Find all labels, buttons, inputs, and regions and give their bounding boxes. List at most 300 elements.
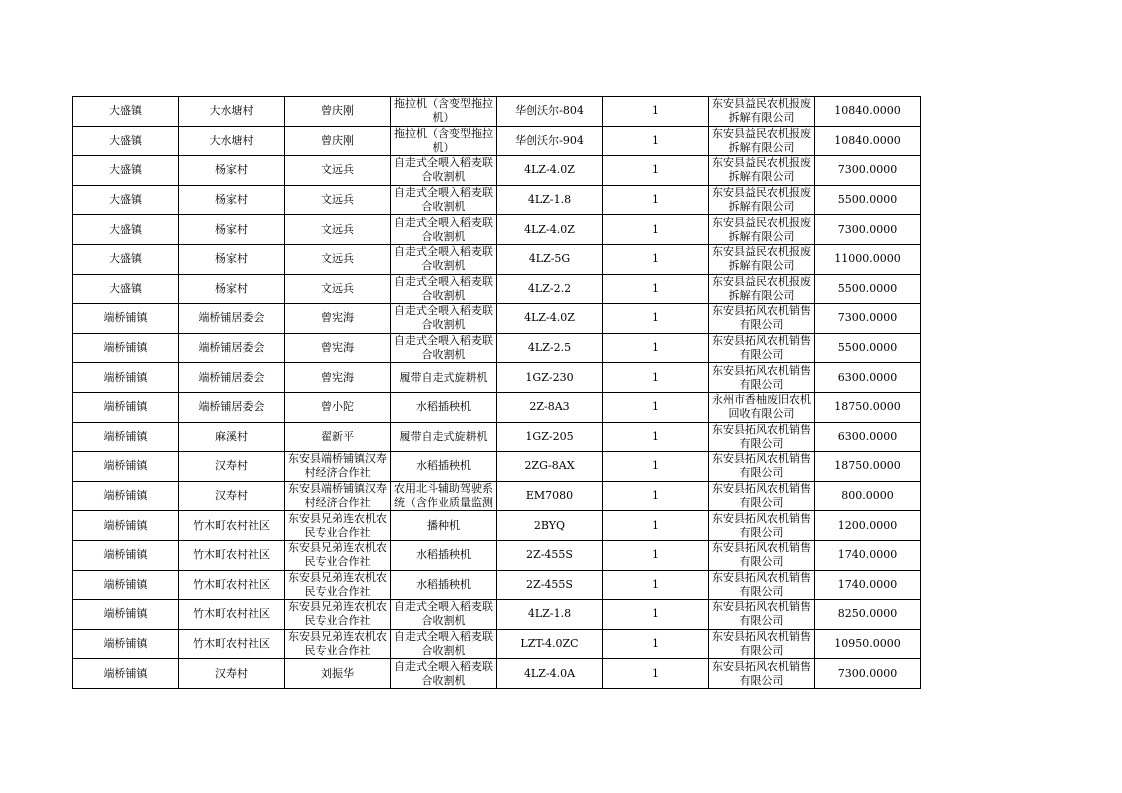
quantity-cell-text: 1 bbox=[652, 548, 659, 562]
company-cell-text: 东安县拓风农机销售有限公司 bbox=[712, 629, 811, 657]
village-cell-text: 大水塘村 bbox=[209, 104, 254, 118]
subsidy-table bbox=[72, 96, 921, 689]
village-cell bbox=[179, 126, 285, 156]
model-cell-text: EM7080 bbox=[525, 489, 574, 503]
model-cell-text: 4LZ-4.0Z bbox=[524, 222, 575, 236]
amount-cell-text: 1200.0000 bbox=[837, 518, 898, 532]
town-cell-text: 大盛镇 bbox=[109, 222, 142, 236]
machine-type-cell-text: 拖拉机（含变型拖拉机） bbox=[394, 97, 493, 125]
town-cell bbox=[73, 97, 179, 127]
machine-type-cell-text: 自走式全喂入稻麦联合收割机 bbox=[394, 156, 493, 184]
company-cell-text: 东安县益民农机报废拆解有限公司 bbox=[712, 186, 811, 214]
quantity-cell bbox=[603, 422, 709, 452]
owner-cell bbox=[285, 481, 391, 511]
company-cell-text: 东安县益民农机报废拆解有限公司 bbox=[712, 97, 811, 125]
owner-cell bbox=[285, 274, 391, 304]
quantity-cell bbox=[603, 481, 709, 511]
quantity-cell bbox=[603, 333, 709, 363]
model-cell bbox=[497, 422, 603, 452]
village-cell bbox=[179, 274, 285, 304]
quantity-cell bbox=[603, 540, 709, 570]
quantity-cell-text: 1 bbox=[652, 607, 659, 621]
machine-type-cell bbox=[391, 244, 497, 274]
town-cell-text: 端桥铺镇 bbox=[103, 429, 148, 443]
owner-cell-text: 曾宪海 bbox=[321, 311, 354, 325]
amount-cell-text: 10840.0000 bbox=[834, 104, 901, 118]
town-cell bbox=[73, 274, 179, 304]
village-cell-text: 端桥铺居委会 bbox=[198, 400, 265, 414]
model-cell bbox=[497, 511, 603, 541]
owner-cell-text: 文远兵 bbox=[321, 222, 354, 236]
village-cell bbox=[179, 570, 285, 600]
model-cell bbox=[497, 215, 603, 245]
table-row bbox=[73, 629, 921, 659]
owner-cell-text: 东安县兄弟连农机农民专业合作社 bbox=[288, 629, 387, 657]
village-cell bbox=[179, 600, 285, 630]
company-cell-text: 东安县益民农机报废拆解有限公司 bbox=[712, 126, 811, 154]
owner-cell-text: 曾小陀 bbox=[321, 400, 354, 414]
village-cell bbox=[179, 422, 285, 452]
owner-cell-text: 东安县兄弟连农机农民专业合作社 bbox=[288, 600, 387, 628]
owner-cell-text: 东安县兄弟连农机农民专业合作社 bbox=[288, 570, 387, 598]
town-cell bbox=[73, 511, 179, 541]
amount-cell-text: 18750.0000 bbox=[834, 459, 901, 473]
company-cell-text: 东安县益民农机报废拆解有限公司 bbox=[712, 245, 811, 273]
village-cell-text: 端桥铺居委会 bbox=[198, 341, 265, 355]
model-cell-text: 4LZ-4.0Z bbox=[524, 311, 575, 325]
company-cell bbox=[709, 511, 815, 541]
machine-type-cell-text: 自走式全喂入稻麦联合收割机 bbox=[394, 629, 493, 657]
company-cell bbox=[709, 363, 815, 393]
model-cell bbox=[497, 629, 603, 659]
village-cell-text: 杨家村 bbox=[215, 193, 248, 207]
amount-cell bbox=[815, 600, 921, 630]
model-cell-text: 4LZ-2.5 bbox=[527, 341, 572, 355]
quantity-cell-text: 1 bbox=[652, 311, 659, 325]
amount-cell bbox=[815, 481, 921, 511]
company-cell bbox=[709, 659, 815, 689]
company-cell bbox=[709, 156, 815, 186]
machine-type-cell bbox=[391, 274, 497, 304]
machine-type-cell-text: 播种机 bbox=[427, 518, 460, 532]
quantity-cell-text: 1 bbox=[652, 370, 659, 384]
model-cell bbox=[497, 481, 603, 511]
town-cell bbox=[73, 422, 179, 452]
village-cell bbox=[179, 215, 285, 245]
village-cell-text: 麻溪村 bbox=[215, 429, 248, 443]
quantity-cell bbox=[603, 392, 709, 422]
machine-type-cell-text: 自走式全喂入稻麦联合收割机 bbox=[394, 334, 493, 362]
quantity-cell bbox=[603, 629, 709, 659]
table-row bbox=[73, 392, 921, 422]
table-row bbox=[73, 570, 921, 600]
model-cell-text: 4LZ-2.2 bbox=[527, 281, 572, 295]
company-cell-text: 东安县拓风农机销售有限公司 bbox=[712, 452, 811, 480]
amount-cell bbox=[815, 274, 921, 304]
company-cell bbox=[709, 185, 815, 215]
model-cell-text: 华创沃尔-804 bbox=[515, 104, 584, 118]
village-cell-text: 竹木町农村社区 bbox=[193, 548, 270, 562]
town-cell bbox=[73, 244, 179, 274]
amount-cell-text: 5500.0000 bbox=[837, 341, 898, 355]
model-cell bbox=[497, 304, 603, 334]
quantity-cell-text: 1 bbox=[652, 400, 659, 414]
village-cell bbox=[179, 629, 285, 659]
town-cell bbox=[73, 570, 179, 600]
company-cell bbox=[709, 452, 815, 482]
table-row bbox=[73, 659, 921, 689]
town-cell-text: 端桥铺镇 bbox=[103, 636, 148, 650]
owner-cell-text: 文远兵 bbox=[321, 281, 354, 295]
table-row bbox=[73, 481, 921, 511]
town-cell-text: 大盛镇 bbox=[109, 193, 142, 207]
machine-type-cell-text: 水稻插秧机 bbox=[416, 400, 471, 414]
model-cell-text: 4LZ-1.8 bbox=[527, 607, 572, 621]
town-cell-text: 端桥铺镇 bbox=[103, 400, 148, 414]
machine-type-cell bbox=[391, 392, 497, 422]
owner-cell-text: 文远兵 bbox=[321, 252, 354, 266]
owner-cell bbox=[285, 629, 391, 659]
village-cell-text: 杨家村 bbox=[215, 163, 248, 177]
owner-cell-text: 曾宪海 bbox=[321, 341, 354, 355]
amount-cell bbox=[815, 540, 921, 570]
machine-type-cell bbox=[391, 333, 497, 363]
machine-type-cell bbox=[391, 363, 497, 393]
quantity-cell-text: 1 bbox=[652, 193, 659, 207]
amount-cell bbox=[815, 97, 921, 127]
amount-cell bbox=[815, 185, 921, 215]
company-cell bbox=[709, 126, 815, 156]
town-cell bbox=[73, 600, 179, 630]
town-cell-text: 端桥铺镇 bbox=[103, 666, 148, 680]
amount-cell bbox=[815, 659, 921, 689]
company-cell-text: 东安县拓风农机销售有限公司 bbox=[712, 482, 811, 510]
machine-type-cell-text: 自走式全喂入稻麦联合收割机 bbox=[394, 274, 493, 302]
company-cell bbox=[709, 274, 815, 304]
company-cell bbox=[709, 540, 815, 570]
owner-cell-text: 东安县兄弟连农机农民专业合作社 bbox=[288, 541, 387, 569]
machine-type-cell bbox=[391, 629, 497, 659]
owner-cell bbox=[285, 156, 391, 186]
machine-type-cell bbox=[391, 481, 497, 511]
town-cell-text: 大盛镇 bbox=[109, 163, 142, 177]
model-cell bbox=[497, 659, 603, 689]
quantity-cell-text: 1 bbox=[652, 489, 659, 503]
owner-cell bbox=[285, 392, 391, 422]
quantity-cell bbox=[603, 511, 709, 541]
model-cell-text: 4LZ-5G bbox=[528, 252, 571, 266]
machine-type-cell bbox=[391, 540, 497, 570]
amount-cell-text: 5500.0000 bbox=[837, 193, 898, 207]
owner-cell-text: 东安县端桥铺镇汉寿村经济合作社 bbox=[288, 482, 387, 510]
village-cell bbox=[179, 333, 285, 363]
company-cell-text: 东安县益民农机报废拆解有限公司 bbox=[712, 274, 811, 302]
town-cell bbox=[73, 215, 179, 245]
machine-type-cell-text: 自走式全喂入稻麦联合收割机 bbox=[394, 186, 493, 214]
model-cell bbox=[497, 185, 603, 215]
company-cell-text: 东安县拓风农机销售有限公司 bbox=[712, 304, 811, 332]
town-cell-text: 端桥铺镇 bbox=[103, 370, 148, 384]
amount-cell bbox=[815, 629, 921, 659]
town-cell-text: 端桥铺镇 bbox=[103, 548, 148, 562]
quantity-cell-text: 1 bbox=[652, 222, 659, 236]
machine-type-cell-text: 自走式全喂入稻麦联合收割机 bbox=[394, 304, 493, 332]
table-row bbox=[73, 333, 921, 363]
village-cell-text: 汉寿村 bbox=[215, 666, 248, 680]
quantity-cell bbox=[603, 304, 709, 334]
owner-cell bbox=[285, 540, 391, 570]
machine-type-cell-text: 自走式全喂入稻麦联合收割机 bbox=[394, 600, 493, 628]
town-cell bbox=[73, 304, 179, 334]
owner-cell-text: 刘振华 bbox=[321, 666, 354, 680]
model-cell bbox=[497, 126, 603, 156]
company-cell bbox=[709, 629, 815, 659]
company-cell bbox=[709, 333, 815, 363]
model-cell bbox=[497, 333, 603, 363]
town-cell-text: 端桥铺镇 bbox=[103, 489, 148, 503]
company-cell-text: 东安县拓风农机销售有限公司 bbox=[712, 363, 811, 391]
village-cell-text: 竹木町农村社区 bbox=[193, 636, 270, 650]
company-cell-text: 东安县拓风农机销售有限公司 bbox=[712, 541, 811, 569]
machine-type-cell-text: 履带自走式旋耕机 bbox=[399, 370, 488, 384]
village-cell-text: 大水塘村 bbox=[209, 133, 254, 147]
company-cell-text: 永州市香柚废旧农机回收有限公司 bbox=[712, 393, 811, 421]
town-cell bbox=[73, 363, 179, 393]
machine-type-cell bbox=[391, 570, 497, 600]
amount-cell bbox=[815, 156, 921, 186]
village-cell-text: 杨家村 bbox=[215, 281, 248, 295]
model-cell bbox=[497, 363, 603, 393]
owner-cell-text: 曾宪海 bbox=[321, 370, 354, 384]
owner-cell bbox=[285, 422, 391, 452]
model-cell bbox=[497, 540, 603, 570]
company-cell-text: 东安县益民农机报废拆解有限公司 bbox=[712, 215, 811, 243]
table-row bbox=[73, 422, 921, 452]
amount-cell-text: 6300.0000 bbox=[837, 370, 898, 384]
model-cell bbox=[497, 274, 603, 304]
amount-cell-text: 18750.0000 bbox=[834, 400, 901, 414]
owner-cell-text: 文远兵 bbox=[321, 163, 354, 177]
amount-cell-text: 1740.0000 bbox=[837, 548, 898, 562]
town-cell-text: 端桥铺镇 bbox=[103, 607, 148, 621]
company-cell-text: 东安县拓风农机销售有限公司 bbox=[712, 600, 811, 628]
owner-cell bbox=[285, 363, 391, 393]
company-cell bbox=[709, 422, 815, 452]
model-cell-text: 1GZ-230 bbox=[525, 370, 574, 384]
model-cell bbox=[497, 570, 603, 600]
company-cell bbox=[709, 97, 815, 127]
amount-cell bbox=[815, 422, 921, 452]
company-cell bbox=[709, 244, 815, 274]
quantity-cell-text: 1 bbox=[652, 104, 659, 118]
machine-type-cell-text: 履带自走式旋耕机 bbox=[399, 429, 488, 443]
company-cell-text: 东安县拓风农机销售有限公司 bbox=[712, 422, 811, 450]
machine-type-cell bbox=[391, 126, 497, 156]
quantity-cell bbox=[603, 244, 709, 274]
model-cell-text: 4LZ-1.8 bbox=[527, 193, 572, 207]
company-cell-text: 东安县拓风农机销售有限公司 bbox=[712, 511, 811, 539]
village-cell bbox=[179, 156, 285, 186]
table-row bbox=[73, 185, 921, 215]
village-cell-text: 杨家村 bbox=[215, 252, 248, 266]
amount-cell bbox=[815, 304, 921, 334]
amount-cell bbox=[815, 452, 921, 482]
amount-cell-text: 11000.0000 bbox=[834, 252, 901, 266]
table-row bbox=[73, 274, 921, 304]
town-cell bbox=[73, 333, 179, 363]
amount-cell-text: 7300.0000 bbox=[837, 163, 898, 177]
amount-cell-text: 6300.0000 bbox=[837, 429, 898, 443]
town-cell-text: 大盛镇 bbox=[109, 281, 142, 295]
table-row bbox=[73, 511, 921, 541]
amount-cell bbox=[815, 363, 921, 393]
village-cell bbox=[179, 481, 285, 511]
town-cell bbox=[73, 126, 179, 156]
table-row bbox=[73, 244, 921, 274]
model-cell-text: 2Z-455S bbox=[526, 548, 573, 562]
quantity-cell-text: 1 bbox=[652, 163, 659, 177]
table-row bbox=[73, 600, 921, 630]
machine-type-cell-text: 拖拉机（含变型拖拉机） bbox=[394, 126, 493, 154]
owner-cell bbox=[285, 97, 391, 127]
company-cell bbox=[709, 570, 815, 600]
machine-type-cell bbox=[391, 97, 497, 127]
owner-cell bbox=[285, 511, 391, 541]
village-cell bbox=[179, 97, 285, 127]
table-row bbox=[73, 97, 921, 127]
amount-cell bbox=[815, 333, 921, 363]
amount-cell bbox=[815, 244, 921, 274]
town-cell bbox=[73, 659, 179, 689]
town-cell-text: 端桥铺镇 bbox=[103, 341, 148, 355]
owner-cell bbox=[285, 215, 391, 245]
model-cell-text: LZT-4.0ZC bbox=[520, 636, 579, 650]
quantity-cell bbox=[603, 659, 709, 689]
quantity-cell bbox=[603, 600, 709, 630]
village-cell bbox=[179, 392, 285, 422]
town-cell-text: 端桥铺镇 bbox=[103, 518, 148, 532]
machine-type-cell-text: 水稻插秧机 bbox=[416, 459, 471, 473]
model-cell bbox=[497, 156, 603, 186]
machine-type-cell bbox=[391, 600, 497, 630]
model-cell bbox=[497, 600, 603, 630]
owner-cell-text: 文远兵 bbox=[321, 193, 354, 207]
owner-cell bbox=[285, 126, 391, 156]
village-cell bbox=[179, 659, 285, 689]
village-cell bbox=[179, 244, 285, 274]
quantity-cell bbox=[603, 570, 709, 600]
amount-cell-text: 7300.0000 bbox=[837, 222, 898, 236]
owner-cell bbox=[285, 185, 391, 215]
machine-type-cell-text: 自走式全喂入稻麦联合收割机 bbox=[394, 659, 493, 687]
model-cell bbox=[497, 244, 603, 274]
quantity-cell bbox=[603, 97, 709, 127]
village-cell bbox=[179, 304, 285, 334]
machine-type-cell bbox=[391, 659, 497, 689]
company-cell bbox=[709, 600, 815, 630]
amount-cell-text: 10840.0000 bbox=[834, 133, 901, 147]
town-cell bbox=[73, 452, 179, 482]
town-cell bbox=[73, 481, 179, 511]
quantity-cell bbox=[603, 274, 709, 304]
village-cell bbox=[179, 185, 285, 215]
owner-cell bbox=[285, 659, 391, 689]
machine-type-cell bbox=[391, 304, 497, 334]
model-cell-text: 4LZ-4.0Z bbox=[524, 163, 575, 177]
owner-cell bbox=[285, 333, 391, 363]
town-cell-text: 端桥铺镇 bbox=[103, 311, 148, 325]
company-cell bbox=[709, 481, 815, 511]
table-row bbox=[73, 540, 921, 570]
amount-cell bbox=[815, 570, 921, 600]
owner-cell-text: 东安县端桥铺镇汉寿村经济合作社 bbox=[288, 452, 387, 480]
quantity-cell-text: 1 bbox=[652, 252, 659, 266]
table-body bbox=[73, 97, 921, 689]
owner-cell-text: 东安县兄弟连农机农民专业合作社 bbox=[288, 511, 387, 539]
quantity-cell-text: 1 bbox=[652, 429, 659, 443]
quantity-cell-text: 1 bbox=[652, 577, 659, 591]
quantity-cell bbox=[603, 215, 709, 245]
village-cell bbox=[179, 363, 285, 393]
quantity-cell-text: 1 bbox=[652, 518, 659, 532]
quantity-cell bbox=[603, 126, 709, 156]
machine-type-cell-text: 自走式全喂入稻麦联合收割机 bbox=[394, 215, 493, 243]
quantity-cell bbox=[603, 156, 709, 186]
town-cell-text: 端桥铺镇 bbox=[103, 459, 148, 473]
town-cell-text: 大盛镇 bbox=[109, 133, 142, 147]
town-cell bbox=[73, 629, 179, 659]
village-cell-text: 竹木町农村社区 bbox=[193, 607, 270, 621]
owner-cell bbox=[285, 570, 391, 600]
village-cell bbox=[179, 452, 285, 482]
amount-cell-text: 7300.0000 bbox=[837, 666, 898, 680]
table-row bbox=[73, 156, 921, 186]
amount-cell-text: 1740.0000 bbox=[837, 577, 898, 591]
quantity-cell bbox=[603, 363, 709, 393]
owner-cell-text: 曾庆刚 bbox=[321, 133, 354, 147]
table-row bbox=[73, 215, 921, 245]
model-cell bbox=[497, 392, 603, 422]
amount-cell bbox=[815, 392, 921, 422]
quantity-cell-text: 1 bbox=[652, 341, 659, 355]
village-cell-text: 端桥铺居委会 bbox=[198, 370, 265, 384]
town-cell-text: 大盛镇 bbox=[109, 104, 142, 118]
town-cell-text: 端桥铺镇 bbox=[103, 577, 148, 591]
amount-cell-text: 800.0000 bbox=[841, 489, 894, 503]
model-cell-text: 2Z-455S bbox=[526, 577, 573, 591]
model-cell bbox=[497, 97, 603, 127]
company-cell bbox=[709, 215, 815, 245]
machine-type-cell bbox=[391, 215, 497, 245]
quantity-cell-text: 1 bbox=[652, 636, 659, 650]
village-cell bbox=[179, 511, 285, 541]
town-cell bbox=[73, 185, 179, 215]
company-cell bbox=[709, 392, 815, 422]
owner-cell bbox=[285, 304, 391, 334]
model-cell bbox=[497, 452, 603, 482]
machine-type-cell bbox=[391, 422, 497, 452]
table-row bbox=[73, 126, 921, 156]
machine-type-cell-text: 水稻插秧机 bbox=[416, 577, 471, 591]
machine-type-cell bbox=[391, 185, 497, 215]
model-cell-text: 2ZG-8AX bbox=[524, 459, 575, 473]
machine-type-cell bbox=[391, 511, 497, 541]
owner-cell bbox=[285, 452, 391, 482]
amount-cell-text: 10950.0000 bbox=[834, 636, 901, 650]
town-cell bbox=[73, 392, 179, 422]
table-row bbox=[73, 363, 921, 393]
quantity-cell bbox=[603, 185, 709, 215]
